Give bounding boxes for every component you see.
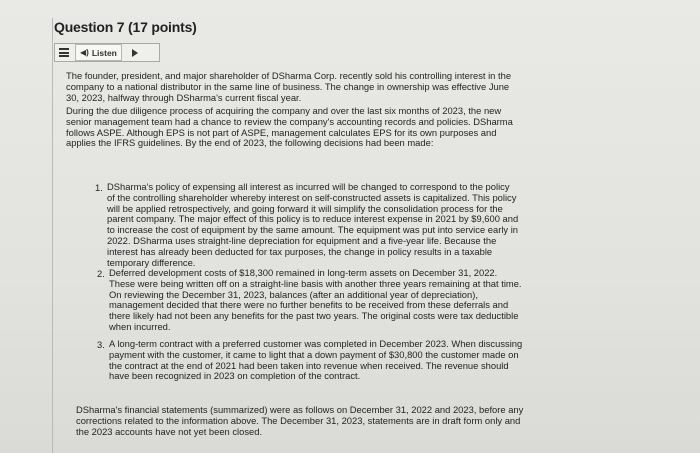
- text-line: the contract at the end of 2021 had been taken into revenue when received. The revenue should: [109, 359, 509, 371]
- text-line: management decided that there were no further benefits to be received from these deferrals and: [109, 299, 509, 311]
- text-line: interest has already been deducted for tax purposes, the change in policy results in a taxable: [107, 245, 493, 257]
- text-line: parent company. The major effect of this policy is to reduce interest expense in 2021 by $9,600 and: [107, 213, 519, 225]
- list-item-number: 3.: [97, 339, 105, 350]
- text-line: applies the IFRS guidelines. By the end of 2023, the following decisions had been made:: [66, 137, 434, 149]
- text-line: the 2023 accounts have not yet been closed.: [76, 425, 263, 437]
- text-line: On reviewing the December 31, 2023, balances (after an additional year of depreciation),: [109, 288, 478, 300]
- list-item-long-term-contract: [109, 339, 522, 382]
- listen-button[interactable]: [75, 44, 122, 61]
- text-line: The founder, president, and major shareholder of DSharma Corp. recently sold his controlling interest in the: [66, 70, 512, 81]
- due-diligence-paragraph: [66, 106, 513, 149]
- play-icon[interactable]: [132, 49, 138, 57]
- left-border-rule: [52, 18, 53, 453]
- menu-icon[interactable]: [59, 48, 69, 57]
- text-line: 30, 2023, halfway through DSharma's current fiscal year.: [66, 91, 302, 103]
- text-line: senior management team had a chance to review the company's accounting records and policies. DSharma: [66, 115, 513, 127]
- text-line: DSharma's financial statements (summarized) were as follows on December 31, 2022 and 2023, before any: [76, 404, 524, 415]
- text-line: company to a national distributor in the same line of business. The change in ownership was effective June: [66, 80, 510, 92]
- text-line: to increase the cost of equipment by the same amount. The equipment was put into service early in: [107, 224, 518, 236]
- text-line: there likely had not been any benefits for the past two years. The original costs were tax deductible: [109, 310, 519, 322]
- text-line: During the due diligence process of acquiring the company and over the last six months of 2023, the new: [66, 105, 502, 116]
- question-title: Question 7 (17 points): [54, 19, 197, 35]
- text-line: payment with the customer, it came to light that a down payment of $30,800 the customer made on: [109, 348, 519, 360]
- intro-paragraph: [66, 71, 511, 103]
- text-line: temporary difference.: [107, 256, 196, 268]
- read-aloud-toolbar: [54, 43, 160, 62]
- text-line: will be applied retrospectively, and going forward it will simplify the consolidation process for the: [107, 202, 503, 214]
- listen-label: Listen: [91, 47, 117, 58]
- text-line: A long-term contract with a preferred customer was completed in December 2023. When discussing: [109, 338, 523, 349]
- text-line: have been recognized in 2023 on completion of the contract.: [109, 370, 361, 382]
- list-item-development-costs: [109, 268, 522, 333]
- speaker-icon: ◀): [80, 48, 89, 57]
- text-line: corrections related to the information above. The December 31, 2023, statements are in draft form only and: [76, 414, 521, 426]
- text-line: DSharma's policy of expensing all interest as incurred will be changed to correspond to the policy: [107, 181, 510, 192]
- text-line: Deferred development costs of $18,300 remained in long-term assets on December 31, 2022.: [109, 267, 498, 278]
- list-item-number: 1.: [95, 182, 103, 193]
- financial-statements-paragraph: [76, 405, 523, 437]
- text-line: follows ASPE. Although EPS is not part of ASPE, management calculates EPS for its own purposes and: [66, 126, 497, 138]
- text-line: of the controlling shareholder whereby interest on self-constructed assets is capitalized. This policy: [107, 191, 517, 203]
- text-line: when incurred.: [109, 320, 171, 332]
- list-item-interest-policy: [107, 182, 518, 268]
- text-line: 2022. DSharma uses straight-line depreciation for equipment and a five-year life. Because the: [107, 234, 497, 246]
- list-item-number: 2.: [97, 268, 105, 279]
- text-line: These were being written off on a straight-line basis with another three years remaining at that time.: [109, 277, 522, 289]
